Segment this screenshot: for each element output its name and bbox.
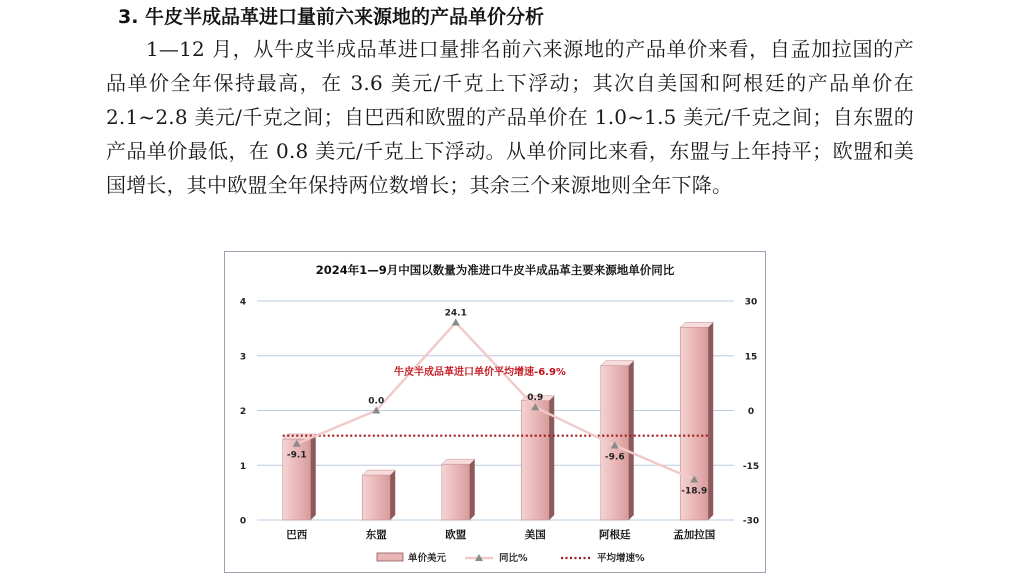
chart-frame: [224, 251, 766, 573]
yoy-line: [297, 323, 695, 480]
yoy-data-label: 0.0: [368, 396, 385, 407]
bar-top: [680, 322, 713, 327]
right-axis-tick-label: -30: [742, 516, 760, 527]
yoy-data-label: 24.1: [444, 308, 467, 319]
legend-bar-label: 单价美元: [408, 553, 447, 564]
right-axis-tick-label: 0: [747, 407, 755, 417]
category-label: 美国: [524, 529, 546, 541]
bar-top: [362, 470, 395, 475]
category-label: 阿根廷: [599, 529, 631, 541]
bar-side: [390, 470, 395, 520]
left-axis-tick-label: 1: [239, 461, 247, 472]
legend-bar-swatch: [377, 553, 403, 561]
yoy-data-label: -9.1: [286, 450, 307, 461]
category-label: 孟加拉国: [673, 529, 716, 541]
legend-line-label: 同比%: [499, 553, 528, 564]
yoy-data-label: -18.9: [681, 486, 708, 497]
right-axis-tick-label: -15: [742, 461, 760, 472]
bar-top: [601, 361, 634, 366]
chart-title: 2024年1—9月中国以数量为准进口牛皮半成品革主要来源地单价同比: [315, 263, 675, 277]
category-label: 巴西: [286, 529, 308, 541]
right-axis-tick-label: 30: [744, 297, 758, 308]
category-label: 东盟: [365, 529, 387, 541]
yoy-marker: [452, 319, 460, 326]
section-paragraph: 1—12 月，从牛皮半成品革进口量排名前六来源地的产品单价来看，自孟加拉国的产品单价全年保持最高，在 3.6 美元/千克上下浮动；其次自美国和阿根廷的产品单价在 2.1~2.8 美元/千克之间；自巴西和欧盟的产品单价在 1.0~1.5 美元/千克之间；自东盟的产品单价最低，在 0.8 美元/千克上下浮动。从单价同比来看，东盟与上年持平；欧盟和美国增长，其中欧盟全年保持两位数增长；其余三个来源地则全年下降。: [106, 37, 914, 197]
chart-svg: [225, 252, 765, 572]
left-axis-tick-label: 0: [239, 516, 247, 527]
left-axis-tick-label: 4: [239, 297, 247, 308]
yoy-data-label: -9.6: [604, 452, 625, 463]
left-axis-tick-label: 3: [239, 352, 247, 363]
bar-side: [708, 322, 713, 520]
left-axis-tick-label: 2: [239, 407, 247, 417]
section-heading: 3. 牛皮半成品革进口量前六来源地的产品单价分析: [118, 6, 545, 28]
bar-top: [442, 459, 475, 464]
right-axis-tick-label: 15: [744, 352, 758, 363]
bar: [362, 475, 390, 520]
avg-annotation: 牛皮半成品革进口单价平均增速-6.9%: [394, 367, 566, 378]
bar-side: [311, 434, 316, 520]
bar-side: [629, 361, 634, 520]
bar: [521, 401, 549, 520]
bar-side: [470, 459, 475, 520]
bar: [442, 464, 470, 520]
legend-avg-label: 平均增速%: [597, 553, 645, 564]
category-label: 欧盟: [445, 529, 467, 541]
yoy-data-label: 0.9: [527, 393, 544, 404]
